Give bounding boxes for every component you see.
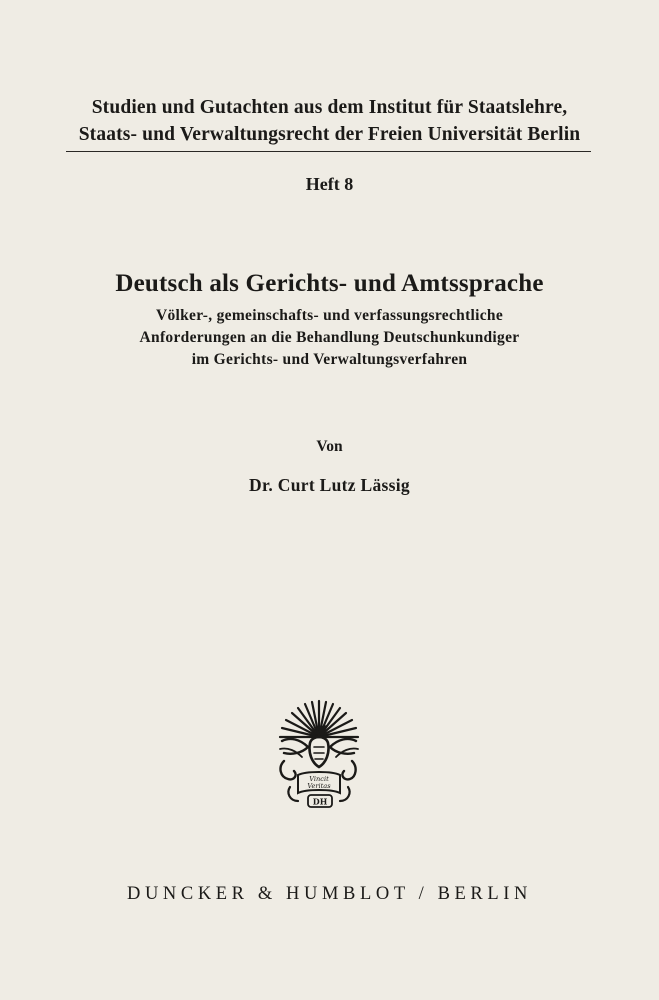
subtitle-line-1: Völker-, gemeinschafts- und verfassungsrechtliche <box>155 307 504 324</box>
logo-monogram: DH <box>312 796 328 807</box>
volume-number: Heft 8 <box>305 174 354 194</box>
series-title-line-2: Staats- und Verwaltungsrecht der Freien Universität Berlin <box>78 124 581 145</box>
book-title: Deutsch als Gerichts- und Amtssprache <box>115 270 544 297</box>
logo-motto-line-2: Veritas <box>307 782 331 790</box>
series-title <box>0 94 659 148</box>
publisher-imprint: DUNCKER & HUMBLOT / BERLIN <box>127 884 532 904</box>
eagle-emblem-icon <box>272 697 366 811</box>
subtitle-line-2: Anforderungen an die Behandlung Deutschunkundiger <box>139 329 520 346</box>
by-label: Von <box>316 438 343 455</box>
subtitle-line-3: im Gerichts- und Verwaltungsverfahren <box>191 351 468 368</box>
book-subtitle <box>0 305 659 371</box>
series-title-line-1: Studien und Gutachten aus dem Institut für Staatslehre, <box>91 97 568 118</box>
author-name: Dr. Curt Lutz Lässig <box>249 475 410 495</box>
logo-motto-line-1: Vincit <box>309 775 329 783</box>
divider-rule <box>66 151 591 152</box>
